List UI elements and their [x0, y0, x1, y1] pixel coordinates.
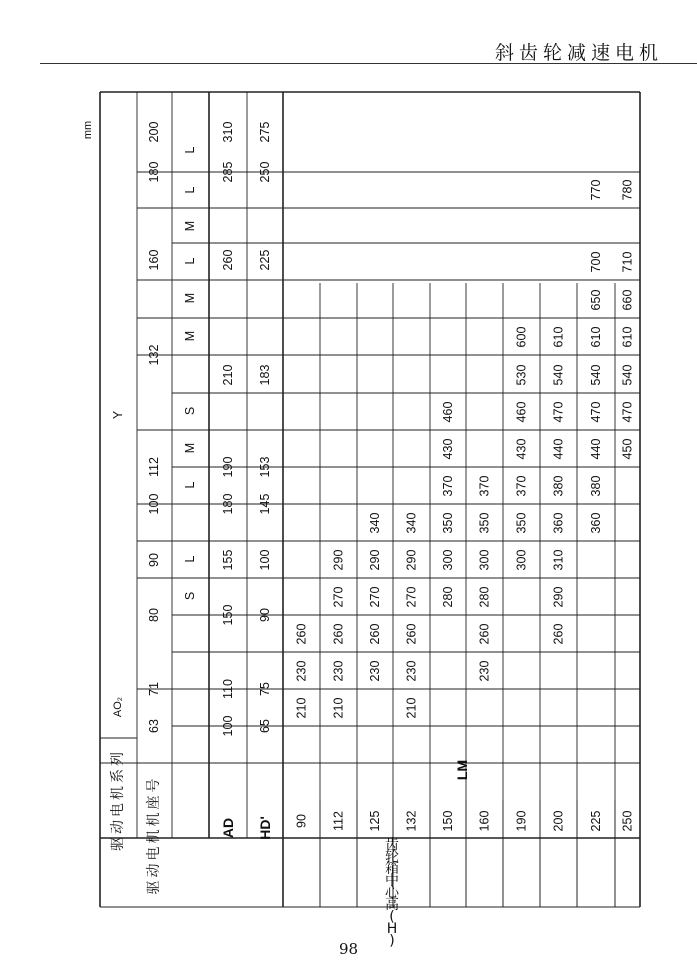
page-header-title: 斜齿轮减速电机 [494, 42, 663, 64]
lm-value: 440 [589, 438, 603, 460]
hd-value: 65 [258, 719, 272, 733]
gear-height-200: 200 [551, 810, 566, 832]
frame-number-90: 90 [147, 553, 161, 567]
lm-value: 280 [477, 586, 492, 608]
lm-value: 260 [331, 623, 346, 645]
gear-height-132: 132 [404, 810, 419, 832]
gear-height-250: 250 [620, 810, 635, 832]
frame-number-112: 112 [147, 457, 161, 477]
subframe-letter: L [183, 146, 197, 154]
lm-value: 210 [404, 697, 419, 719]
lm-value: 610 [551, 326, 566, 348]
lm-value: 540 [620, 364, 635, 386]
lm-value: 230 [331, 660, 346, 682]
lm-value: 380 [589, 475, 603, 497]
gear-height-125: 125 [368, 810, 382, 832]
gear-center-label: 齿轮箱中心高( H ) [385, 837, 399, 949]
subframe-letter: S [183, 406, 197, 416]
lm-value: 430 [441, 438, 455, 460]
series-y-label: Y [111, 410, 125, 420]
frame-number-71: 71 [147, 682, 161, 696]
lm-value: 540 [551, 364, 566, 386]
frame-number-132: 132 [147, 344, 161, 366]
hd-value: 100 [258, 549, 272, 571]
frame-number-80: 80 [147, 608, 161, 622]
lm-value: 430 [514, 438, 529, 460]
lm-value: 230 [368, 660, 382, 682]
gear-height-160: 160 [477, 810, 492, 832]
lm-value: 450 [620, 438, 635, 460]
lm-value: 440 [551, 438, 566, 460]
subframe-letter: M [183, 442, 197, 454]
lm-value: 340 [368, 512, 382, 534]
hd-value: 225 [258, 249, 272, 271]
ad-value: 260 [221, 249, 235, 271]
ad-value: 190 [221, 456, 235, 478]
ad-value: 150 [221, 604, 235, 626]
subframe-letter: L [183, 257, 197, 265]
hd-value: 275 [258, 121, 272, 143]
subframe-letter: L [183, 186, 197, 194]
series-row-label: 驱动电机系列 [110, 749, 126, 851]
hd-value: 145 [258, 493, 272, 515]
ad-value: 180 [221, 493, 235, 515]
ad-value: 100 [221, 715, 235, 737]
gear-height-150: 150 [441, 810, 455, 832]
lm-value: 340 [404, 512, 419, 534]
lm-value: 270 [404, 586, 419, 608]
lm-value: 300 [441, 549, 455, 571]
lm-value: 600 [514, 326, 529, 348]
lm-value: 260 [368, 623, 382, 645]
lm-value: 260 [294, 623, 309, 645]
ad-value: 210 [221, 364, 235, 386]
series-ao2-label: AO₂ [112, 696, 124, 718]
lm-value: 370 [514, 475, 529, 497]
lm-value: 230 [294, 660, 309, 682]
lm-value: 380 [551, 475, 566, 497]
unit-label: mm [82, 120, 94, 140]
lm-value: 610 [589, 326, 603, 348]
lm-value: 370 [477, 475, 492, 497]
subframe-letter: L [183, 555, 197, 563]
frame-number-63: 63 [147, 719, 161, 733]
lm-value: 540 [589, 364, 603, 386]
lm-value: 270 [368, 586, 382, 608]
subframe-letter: M [183, 330, 197, 342]
subframe-letter: L [183, 481, 197, 489]
lm-value: 350 [477, 512, 492, 534]
gear-height-190: 190 [514, 810, 529, 832]
gear-height-225: 225 [589, 810, 603, 832]
ad-value: 110 [221, 679, 235, 699]
lm-value: 300 [514, 549, 529, 571]
lm-value: 290 [404, 549, 419, 571]
lm-value: 770 [589, 179, 603, 201]
lm-value: 260 [551, 623, 566, 645]
lm-value: 290 [551, 586, 566, 608]
lm-value: 290 [331, 549, 346, 571]
frame-row-label: 驱动电机机座号 [146, 775, 162, 895]
lm-value: 360 [551, 512, 566, 534]
lm-value: 230 [404, 660, 419, 682]
hd-value: 153 [258, 456, 272, 478]
lm-value: 370 [441, 475, 455, 497]
ad-value: 155 [221, 549, 235, 571]
hd-value: 183 [258, 364, 272, 386]
lm-value: 350 [441, 512, 455, 534]
frame-number-200: 200 [147, 121, 161, 143]
page-number: 98 [338, 940, 359, 958]
lm-value: 610 [620, 326, 635, 348]
hd-row-label: HD' [257, 816, 273, 840]
lm-value: 350 [514, 512, 529, 534]
gear-height-112: 112 [331, 811, 346, 831]
lm-value: 710 [620, 251, 635, 273]
lm-value: 470 [589, 401, 603, 423]
lm-value: 530 [514, 364, 529, 386]
lm-value: 290 [368, 549, 382, 571]
lm-value: 460 [441, 401, 455, 423]
lm-value: 230 [477, 660, 492, 682]
frame-number-180: 180 [147, 161, 161, 183]
lm-value: 210 [331, 697, 346, 719]
lm-value: 260 [404, 623, 419, 645]
subframe-letter: M [183, 220, 197, 232]
hd-value: 90 [258, 608, 272, 622]
lm-value: 210 [294, 697, 309, 719]
lm-value: 270 [331, 586, 346, 608]
hd-value: 75 [258, 682, 272, 696]
ad-value: 285 [221, 161, 235, 183]
frame-number-100: 100 [147, 493, 161, 515]
subframe-letter: M [183, 292, 197, 304]
subframe-letter: S [183, 591, 197, 601]
lm-value: 260 [477, 623, 492, 645]
ad-row-label: AD [220, 817, 236, 839]
lm-value: 460 [514, 401, 529, 423]
lm-value: 470 [551, 401, 566, 423]
lm-row-label: LM [454, 759, 470, 781]
gear-height-90: 90 [294, 814, 309, 828]
ad-value: 310 [221, 121, 235, 143]
lm-value: 300 [477, 549, 492, 571]
lm-value: 650 [589, 289, 603, 311]
lm-value: 660 [620, 289, 635, 311]
hd-value: 250 [258, 161, 272, 183]
lm-value: 470 [620, 401, 635, 423]
lm-value: 360 [589, 512, 603, 534]
lm-value: 780 [620, 179, 635, 201]
lm-value: 280 [441, 586, 455, 608]
frame-number-160: 160 [147, 249, 161, 271]
lm-value: 700 [589, 251, 603, 273]
lm-value: 310 [551, 549, 566, 571]
